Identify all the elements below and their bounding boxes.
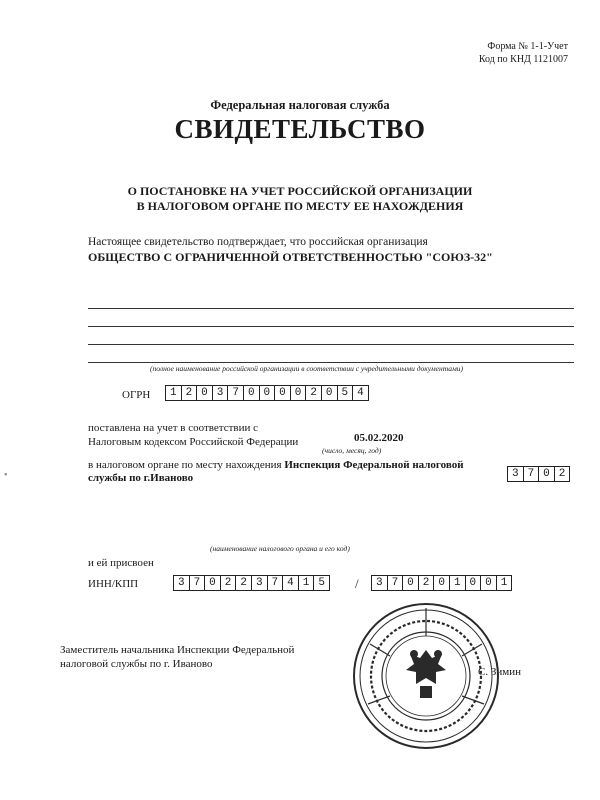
ogrn-label: ОГРН [122,389,151,401]
agency-name: Федеральная налоговая служба [210,98,390,112]
kpp-digit: 0 [402,575,419,591]
ogrn-digit: 0 [196,385,213,401]
inn-digit: 2 [220,575,237,591]
kpp-digit: 3 [371,575,388,591]
tax-organ-name-part-2: службы по г.Иваново [88,472,194,484]
assigned-text: и ей присвоен [88,557,154,569]
kpp-digit: 0 [465,575,482,591]
ogrn-digit: 0 [274,385,291,401]
inn-kpp-label: ИНН/КПП [88,578,139,590]
tax-organ-name-part-1: Инспекция Федеральной налоговой [284,459,464,471]
inn-kpp-separator: / [355,576,359,591]
registration-date: 05.02.2020 [354,432,404,444]
registration-line-2: Налоговым кодексом Российской Федерации [88,436,299,448]
blank-line [88,308,574,309]
registration-line-1: поставлена на учет в соответствии с [88,422,259,434]
inn-digit: 1 [298,575,315,591]
form-code-block [479,40,568,66]
kpp-digit: 1 [449,575,466,591]
inn-digit: 7 [189,575,206,591]
subtitle-line-2: В НАЛОГОВОМ ОРГАНЕ ПО МЕСТУ ЕЕ НАХОЖДЕНИЯ [136,199,464,213]
ogrn-digit: 0 [290,385,307,401]
organization-name: ОБЩЕСТВО С ОГРАНИЧЕННОЙ ОТВЕТСТВЕННОСТЬЮ "СОЮЗ-32" [88,250,493,264]
organ-code-digit: 3 [507,466,524,482]
ogrn-digit: 7 [227,385,244,401]
knd-code: Код по КНД 1121007 [478,54,568,65]
date-caption: (число, месяц, год) [322,446,382,455]
organ-code-digit: 2 [554,466,571,482]
certificate-subtitle [0,184,600,214]
subtitle-line-1: О ПОСТАНОВКЕ НА УЧЕТ РОССИЙСКОЙ ОРГАНИЗАЦИИ [127,184,473,198]
inn-digit: 7 [267,575,284,591]
organ-code-digit: 7 [523,466,540,482]
organ-code-digit: 0 [538,466,555,482]
kpp-digit: 0 [480,575,497,591]
tax-organ-line-1 [88,459,464,471]
ogrn-digit: 4 [352,385,369,401]
blank-line [88,344,574,345]
ogrn-digit: 0 [243,385,260,401]
margin-mark: • [4,470,8,481]
ogrn-digit: 1 [165,385,182,401]
signer-position [60,643,294,671]
inn-digit: 5 [313,575,330,591]
inn-digit: 4 [282,575,299,591]
ogrn-digit: 3 [212,385,229,401]
kpp-digit: 2 [418,575,435,591]
blank-line [88,362,574,363]
ogrn-digit: 0 [321,385,338,401]
inn-digit: 3 [251,575,268,591]
ogrn-digit: 5 [337,385,354,401]
kpp-digit: 1 [496,575,513,591]
official-seal-stamp [350,600,502,752]
inn-digit: 0 [204,575,221,591]
page-title: СВИДЕТЕЛЬСТВО [174,114,426,144]
ogrn-cells [166,385,369,401]
ogrn-digit: 2 [305,385,322,401]
signer-name: С. Зимин [478,666,521,678]
kpp-cells [372,575,512,591]
ogrn-digit: 0 [259,385,276,401]
blank-line [88,326,574,327]
inn-digit: 3 [173,575,190,591]
kpp-digit: 7 [387,575,404,591]
signer-position-line-2: налоговой службы по г. Иваново [60,658,213,670]
inn-cells [174,575,330,591]
signer-position-line-1: Заместитель начальника Инспекции Федеральной [60,644,295,656]
registration-text [88,421,298,449]
tax-organ-prefix: в налоговом органе по месту нахождения [88,459,282,471]
kpp-digit: 0 [433,575,450,591]
ogrn-digit: 2 [181,385,198,401]
form-number: Форма № 1-1-Учет [487,41,568,52]
tax-organ-caption: (наименование налогового органа и его код) [210,544,350,553]
org-name-caption: (полное наименование российской организации в соответствии с учредительными документами) [150,364,464,373]
intro-text: Настоящее свидетельство подтверждает, что российская организация [88,236,428,248]
inn-digit: 2 [235,575,252,591]
tax-organ-code-cells [508,466,570,482]
